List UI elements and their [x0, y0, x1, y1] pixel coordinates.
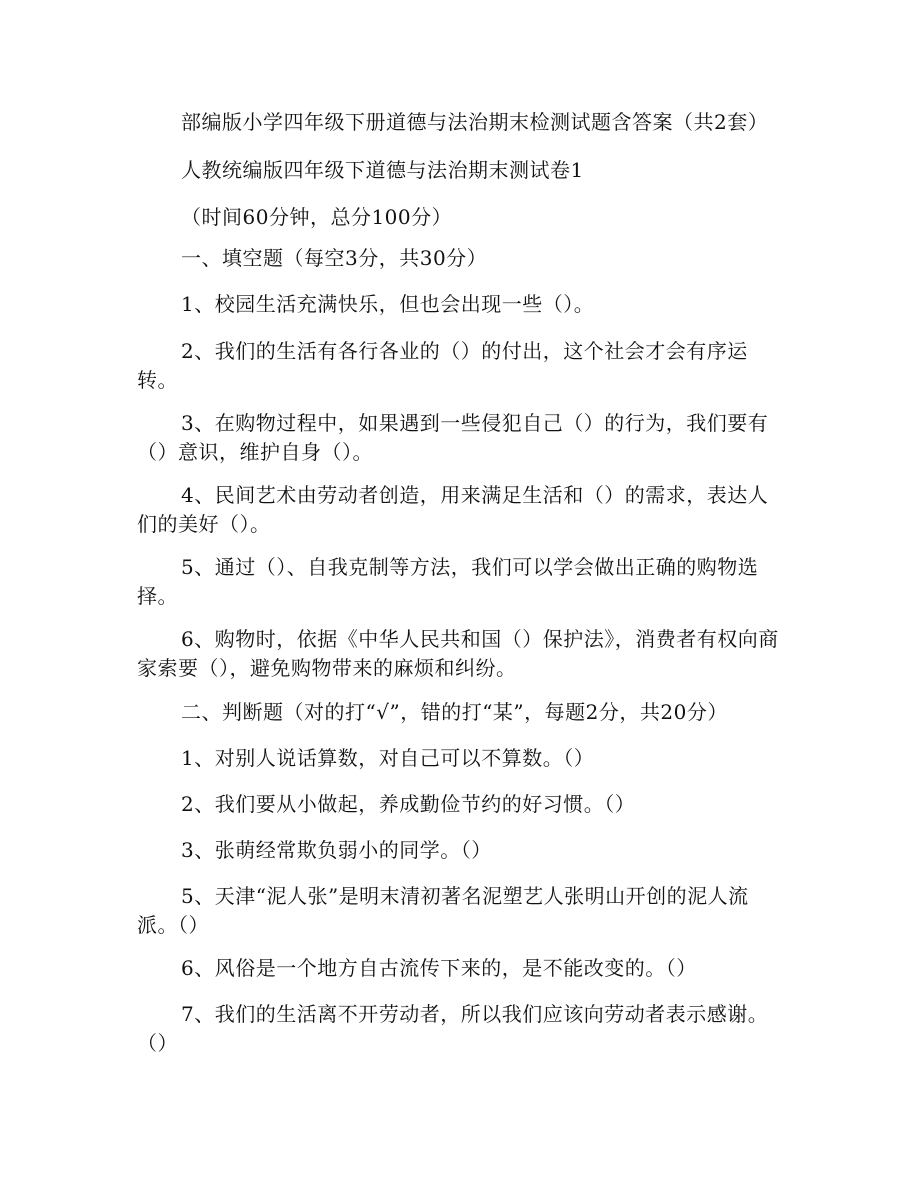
fill-question-6: 6、购物时，依据《中华人民共和国（）保护法》，消费者有权向商家索要（），避免购物带来的麻烦和纠纷。 — [137, 627, 779, 680]
fill-question-5: 5、通过（）、自我克制等方法，我们可以学会做出正确的购物选择。 — [137, 555, 759, 608]
judge-question-6: 6、风俗是一个地方自古流传下来的，是不能改变的。（） — [181, 956, 697, 980]
document-title: 部编版小学四年级下册道德与法治期末检测试题含答案（共2套） — [181, 110, 769, 134]
judge-question-5: 5、天津“泥人张”是明末清初著名泥塑艺人张明山开创的泥人流派。（） — [137, 884, 749, 937]
fill-question-2: 2、我们的生活有各行各业的（）的付出，这个社会才会有序运转。 — [137, 339, 748, 392]
section-1-heading: 一、填空题（每空3分，共30分） — [181, 246, 488, 270]
judge-question-3: 3、张萌经常欺负弱小的同学。（） — [181, 838, 492, 862]
fill-question-1: 1、校园生活充满快乐，但也会出现一些（）。 — [181, 292, 595, 316]
judge-question-2: 2、我们要从小做起，养成勤俭节约的好习惯。（） — [181, 792, 636, 816]
document-subtitle: 人教统编版四年级下道德与法治期末测试卷1 — [181, 158, 584, 182]
fill-question-4: 4、民间艺术由劳动者创造，用来满足生活和（）的需求，表达人们的美好（）。 — [137, 483, 769, 536]
time-note: （时间60分钟，总分100分） — [181, 205, 453, 229]
fill-question-3: 3、在购物过程中，如果遇到一些侵犯自己（）的行为，我们要有（）意识，维护自身（）。 — [137, 411, 769, 464]
judge-question-7: 7、我们的生活离不开劳动者，所以我们应该向劳动者表示感谢。（） — [137, 1002, 769, 1055]
section-2-heading: 二、判断题（对的打“√”，错的打“某”，每题2分，共20分） — [181, 700, 728, 724]
judge-question-1: 1、对别人说话算数，对自己可以不算数。（） — [181, 746, 595, 770]
